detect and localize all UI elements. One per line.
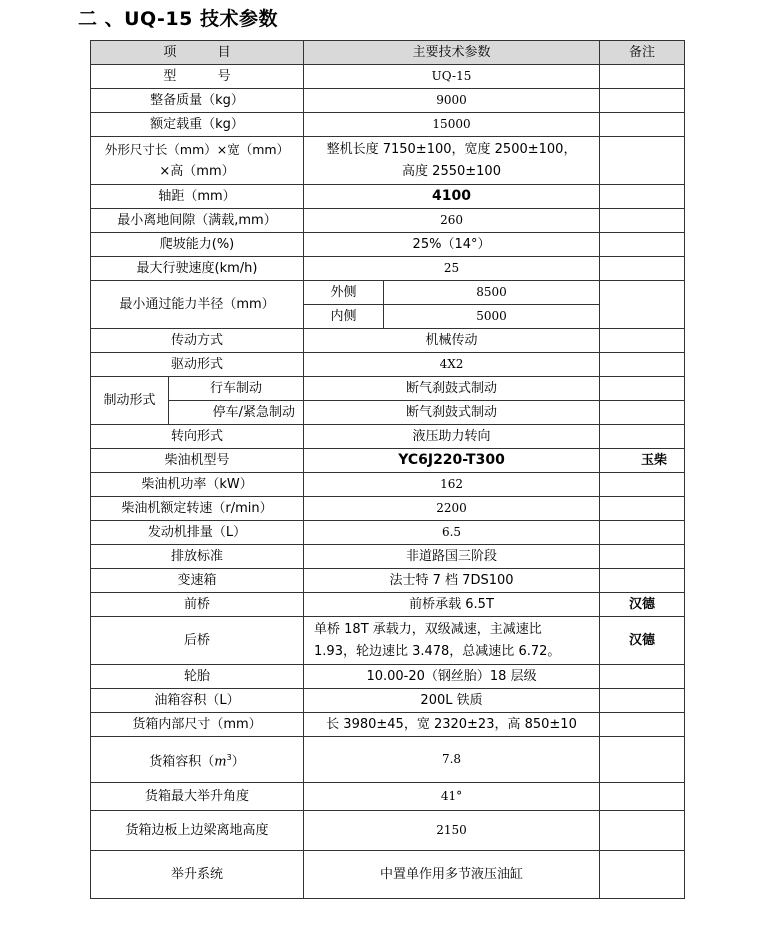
table-row	[91, 569, 685, 593]
turning-inner-label: 内侧	[304, 305, 384, 329]
row-value: 液压助力转向	[304, 425, 600, 449]
row-note: 汉德	[600, 593, 685, 617]
row-note	[600, 569, 685, 593]
row-label: 发动机排量（L）	[91, 521, 304, 545]
row-value: 9000	[304, 89, 600, 113]
row-value: 162	[304, 473, 600, 497]
dimensions-value-line1: 整机长度 7150±100，宽度 2500±100，	[326, 141, 577, 157]
row-note	[600, 783, 685, 811]
turning-outer-value: 8500	[384, 281, 600, 305]
table-row	[91, 233, 685, 257]
rear-axle-value-line2: 1.93，轮边速比 3.478，总减速比 6.72。	[314, 643, 561, 659]
row-value: 260	[304, 209, 600, 233]
row-note	[600, 545, 685, 569]
row-label: 转向形式	[91, 425, 304, 449]
table-row	[91, 689, 685, 713]
table-row	[91, 425, 685, 449]
row-value: 2150	[304, 811, 600, 851]
row-value: 200L 铁质	[304, 689, 600, 713]
table-row	[91, 329, 685, 353]
row-label: 排放标准	[91, 545, 304, 569]
row-note	[600, 233, 685, 257]
table-row	[91, 401, 685, 425]
row-value: 2200	[304, 497, 600, 521]
row-value: 机械传动	[304, 329, 600, 353]
row-label: 额定载重（kg）	[91, 113, 304, 137]
row-note	[600, 473, 685, 497]
table-row	[91, 545, 685, 569]
row-label: 柴油机功率（kW）	[91, 473, 304, 497]
row-note	[600, 497, 685, 521]
table-row	[91, 113, 685, 137]
turning-inner-value: 5000	[384, 305, 600, 329]
row-note	[600, 281, 685, 329]
row-note	[600, 737, 685, 783]
row-note	[600, 811, 685, 851]
table-row	[91, 783, 685, 811]
braking-service-label: 行车制动	[169, 377, 304, 401]
box-volume-label-sup: 3	[226, 752, 232, 762]
box-volume-label-pre: 货箱容积（	[149, 754, 215, 770]
table-row	[91, 811, 685, 851]
row-value: 4100	[304, 185, 600, 209]
row-note	[600, 401, 685, 425]
row-label	[91, 137, 304, 185]
row-note	[600, 185, 685, 209]
table-row	[91, 377, 685, 401]
row-label: 轴距（mm）	[91, 185, 304, 209]
braking-service-value: 断气刹鼓式制动	[304, 377, 600, 401]
row-value: 4X2	[304, 353, 600, 377]
row-label: 轮胎	[91, 665, 304, 689]
table-row	[91, 665, 685, 689]
header-param: 主要技术参数	[304, 41, 600, 65]
box-volume-label-unit: m	[214, 754, 227, 770]
row-note	[600, 521, 685, 545]
table-row	[91, 137, 685, 185]
row-note	[600, 353, 685, 377]
table-row	[91, 257, 685, 281]
table-row	[91, 65, 685, 89]
row-label: 货箱最大举升角度	[91, 783, 304, 811]
braking-parking-value: 断气刹鼓式制动	[304, 401, 600, 425]
row-value: 长 3980±45，宽 2320±23，高 850±10	[304, 713, 600, 737]
table-row	[91, 737, 685, 783]
row-label: 货箱内部尺寸（mm）	[91, 713, 304, 737]
row-value	[304, 137, 600, 185]
row-label: 传动方式	[91, 329, 304, 353]
row-value: 中置单作用多节液压油缸	[304, 851, 600, 899]
row-label: 柴油机额定转速（r/min）	[91, 497, 304, 521]
table-row	[91, 449, 685, 473]
table-row	[91, 209, 685, 233]
table-row	[91, 593, 685, 617]
row-value: YC6J220-T300	[304, 449, 600, 473]
rear-axle-value-line1: 单桥 18T 承载力，双级减速，主减速比	[314, 621, 542, 637]
row-note	[600, 137, 685, 185]
table-row	[91, 185, 685, 209]
dimensions-label-line2: ×高（mm）	[159, 163, 235, 179]
row-label: 最小通过能力半径（mm）	[91, 281, 304, 329]
table-row	[91, 713, 685, 737]
row-value: 前桥承载 6.5T	[304, 593, 600, 617]
row-note	[600, 425, 685, 449]
row-label: 型 号	[91, 65, 304, 89]
row-label	[91, 737, 304, 783]
row-value: 6.5	[304, 521, 600, 545]
table-header-row	[91, 41, 685, 65]
row-note: 汉德	[600, 617, 685, 665]
row-value: 41°	[304, 783, 600, 811]
row-note	[600, 209, 685, 233]
row-value	[304, 617, 600, 665]
turning-outer-label: 外侧	[304, 281, 384, 305]
row-note	[600, 851, 685, 899]
row-label: 整备质量（kg）	[91, 89, 304, 113]
box-volume-label-post: ）	[231, 754, 245, 770]
table-row	[91, 281, 685, 305]
header-note: 备注	[600, 41, 685, 65]
row-label: 爬坡能力(%)	[91, 233, 304, 257]
header-item: 项 目	[91, 41, 304, 65]
braking-label: 制动形式	[91, 377, 169, 425]
table-row	[91, 521, 685, 545]
row-value: 25%（14°）	[304, 233, 600, 257]
row-label: 最大行驶速度(km/h)	[91, 257, 304, 281]
table-row	[91, 89, 685, 113]
row-note	[600, 113, 685, 137]
row-label: 最小离地间隙（满载,mm）	[91, 209, 304, 233]
row-note	[600, 329, 685, 353]
row-note	[600, 689, 685, 713]
row-value: 10.00-20（钢丝胎）18 层级	[304, 665, 600, 689]
table-row	[91, 851, 685, 899]
row-value: 非道路国三阶段	[304, 545, 600, 569]
table-row	[91, 353, 685, 377]
row-note	[600, 65, 685, 89]
row-value: 法士特 7 档 7DS100	[304, 569, 600, 593]
row-label: 前桥	[91, 593, 304, 617]
row-note	[600, 665, 685, 689]
row-value: 7.8	[304, 737, 600, 783]
row-label: 油箱容积（L）	[91, 689, 304, 713]
row-label: 举升系统	[91, 851, 304, 899]
row-label: 驱动形式	[91, 353, 304, 377]
row-value: UQ-15	[304, 65, 600, 89]
row-value: 25	[304, 257, 600, 281]
table-row	[91, 473, 685, 497]
spec-table	[90, 40, 685, 899]
braking-parking-label: 停车/紧急制动	[169, 401, 304, 425]
row-label: 货箱边板上边梁离地高度	[91, 811, 304, 851]
row-label: 变速箱	[91, 569, 304, 593]
row-label: 柴油机型号	[91, 449, 304, 473]
row-note	[600, 377, 685, 401]
row-value: 15000	[304, 113, 600, 137]
row-note	[600, 89, 685, 113]
row-note: 玉柴	[600, 449, 685, 473]
dimensions-value-line2: 高度 2550±100	[402, 163, 501, 179]
row-note	[600, 257, 685, 281]
row-label: 后桥	[91, 617, 304, 665]
dimensions-label-line1: 外形尺寸长（mm）×宽（mm）	[104, 141, 290, 157]
page-title: 二 、UQ-15 技术参数	[78, 8, 278, 30]
table-row	[91, 497, 685, 521]
row-note	[600, 713, 685, 737]
table-row	[91, 617, 685, 665]
